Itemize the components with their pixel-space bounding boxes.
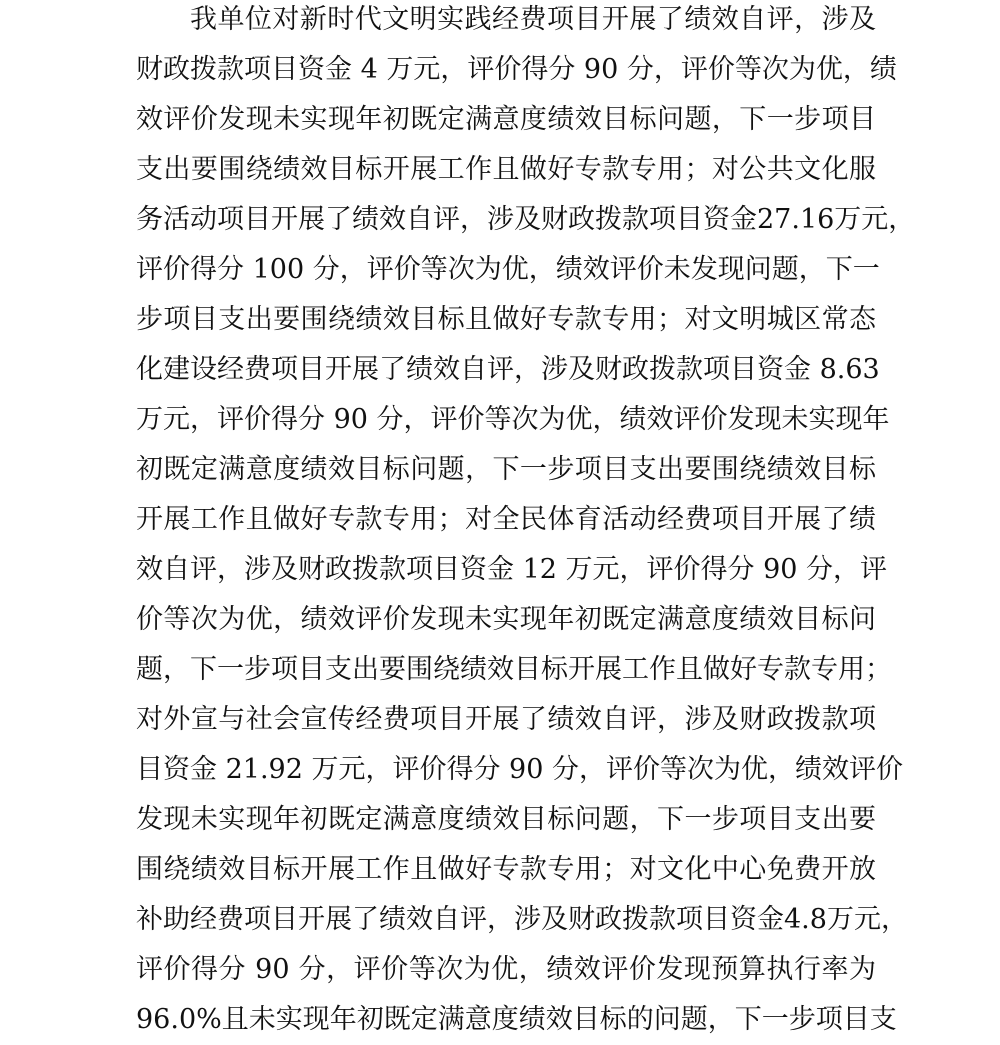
paragraph-line: 初既定满意度绩效目标问题，下一步项目支出要围绕绩效目标: [136, 454, 876, 485]
paragraph-line: 步项目支出要围绕绩效目标且做好专款专用；对文明城区常态: [136, 304, 876, 335]
paragraph-line: 我单位对新时代文明实践经费项目开展了绩效自评，涉及: [190, 4, 876, 35]
paragraph-line: 效自评，涉及财政拨款项目资金 12 万元，评价得分 90 分，评: [136, 554, 888, 585]
paragraph-line: 化建设经费项目开展了绩效自评，涉及财政拨款项目资金 8.63: [136, 354, 880, 385]
paragraph-line: 开展工作且做好专款专用；对全民体育活动经费项目开展了绩: [136, 504, 876, 535]
paragraph-line: 围绕绩效目标开展工作且做好专款专用；对文化中心免费开放: [136, 854, 876, 885]
paragraph-line: 效评价发现未实现年初既定满意度绩效目标问题，下一步项目: [136, 104, 876, 135]
paragraph-line: 96.0%且未实现年初既定满意度绩效目标的问题，下一步项目支: [136, 1004, 897, 1035]
paragraph-line: 补助经费项目开展了绩效自评，涉及财政拨款项目资金4.8万元，: [136, 904, 908, 935]
paragraph-line: 支出要围绕绩效目标开展工作且做好专款专用；对公共文化服: [136, 154, 876, 185]
paragraph-line: 评价得分 90 分，评价等次为优，绩效评价发现预算执行率为: [136, 954, 876, 985]
paragraph-line: 财政拨款项目资金 4 万元，评价得分 90 分，评价等次为优，绩: [136, 54, 897, 85]
paragraph-line: 对外宣与社会宣传经费项目开展了绩效自评，涉及财政拨款项: [136, 704, 876, 735]
paragraph-line: 发现未实现年初既定满意度绩效目标问题，下一步项目支出要: [136, 804, 876, 835]
paragraph-line: 题，下一步项目支出要围绕绩效目标开展工作且做好专款专用；: [136, 654, 892, 685]
paragraph-line: 目资金 21.92 万元，评价得分 90 分，评价等次为优，绩效评价: [136, 754, 903, 785]
paragraph-line: 评价得分 100 分，评价等次为优，绩效评价未发现问题，下一: [136, 254, 880, 285]
paragraph-line: 务活动项目开展了绩效自评，涉及财政拨款项目资金27.16万元，: [136, 204, 916, 235]
paragraph-line: 万元，评价得分 90 分，评价等次为优，绩效评价发现未实现年: [136, 404, 890, 435]
paragraph-line: 价等次为优，绩效评价发现未实现年初既定满意度绩效目标问: [136, 604, 876, 635]
